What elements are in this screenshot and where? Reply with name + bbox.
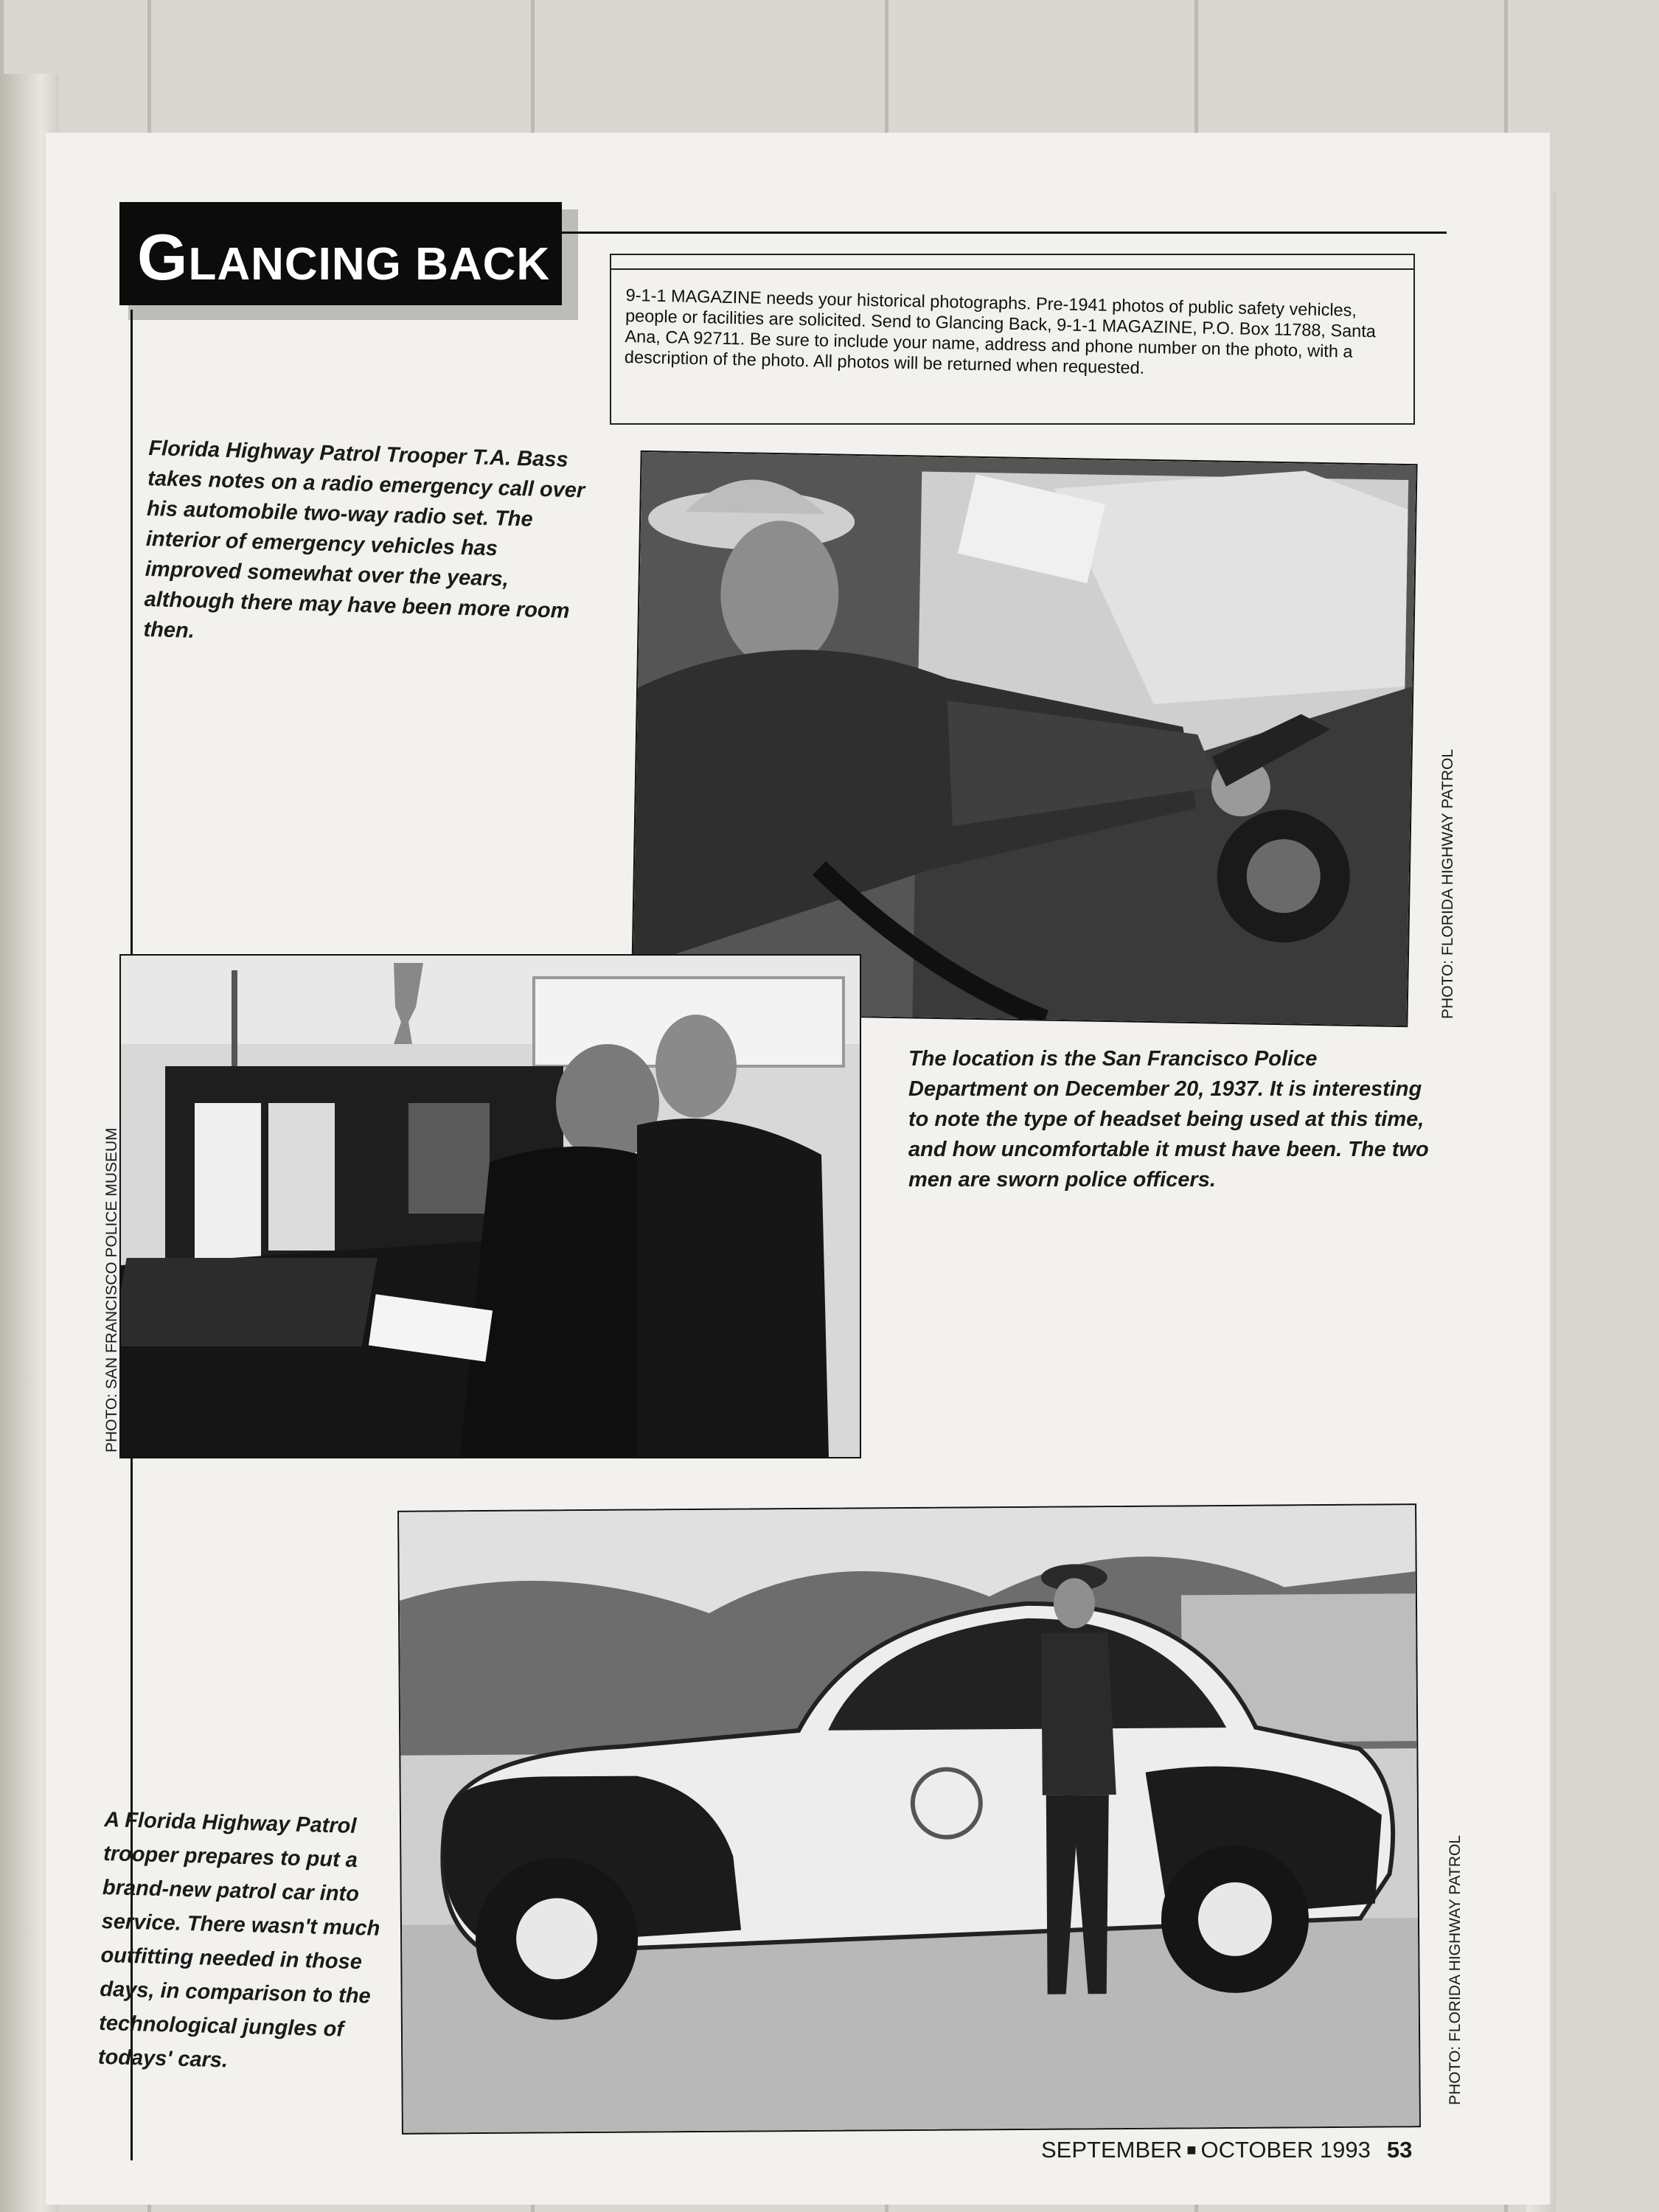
submission-notice-text: 9-1-1 MAGAZINE needs your historical photographs. Pre-1941 photos of public safety vehicles, people or facilities are solicited. Send to Glancing Back, 9-1-1 MAGAZINE, P.O. Box 11788, Santa Ana, CA 92711. Be sure to include your name, address and phone number on the photo, with a description of the photo. All photos will be returned when requested. — [624, 285, 1377, 378]
submission-notice-box — [610, 254, 1415, 425]
caption-patrol-car: A Florida Highway Patrol trooper prepares to put a brand-new patrol car into service. There wasn't much outfitting needed in those days, in comparison to the technological jungles of todays' cars. — [97, 1807, 380, 2073]
masthead-title-rest: LANCING BACK — [188, 239, 551, 290]
photo-credit-2: PHOTO: SAN FRANCISCO POLICE MUSEUM — [103, 1127, 120, 1453]
photo-sf-police-radio-room — [119, 954, 861, 1458]
photo-credit-3: PHOTO: FLORIDA HIGHWAY PATROL — [1447, 1834, 1464, 2105]
page-footer — [1041, 2137, 1412, 2163]
magazine-page — [46, 133, 1550, 2205]
title-rule — [562, 232, 1447, 234]
photo-credit-1: PHOTO: FLORIDA HIGHWAY PATROL — [1439, 748, 1456, 1019]
caption-trooper-radio: Florida Highway Patrol Trooper T.A. Bass takes notes on a radio emergency call over his automobile two-way radio set. The interior of emergency vehicles has improved somewhat over the years, although there may have been more room then. — [143, 436, 585, 643]
footer-month-1: SEPTEMBER — [1041, 2137, 1183, 2163]
masthead — [119, 202, 562, 305]
footer-separator: ■ — [1186, 2140, 1197, 2159]
page-number: 53 — [1386, 2137, 1413, 2163]
masthead-title-initial: G — [137, 220, 189, 293]
photo-patrol-car — [397, 1503, 1421, 2135]
masthead-title — [137, 220, 550, 295]
caption-sf-police: The location is the San Francisco Police Department on December 20, 1937. It is interesting to note the type of headset being used at this time, and how uncomfortable it must have been. The two men are sworn police officers. — [908, 1047, 1429, 1192]
photo-trooper-radio — [630, 451, 1417, 1027]
footer-month-2: OCTOBER 1993 — [1200, 2137, 1371, 2163]
